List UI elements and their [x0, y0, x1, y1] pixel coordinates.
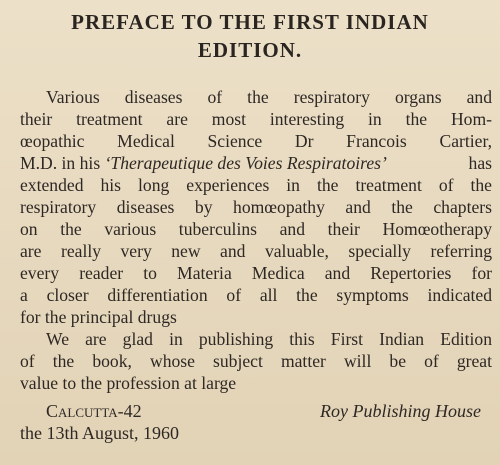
paragraph-1-line: their treatment are most interesting in the Hom- [20, 109, 492, 129]
paragraph-1-line: are really very new and valuable, specially referring [20, 241, 492, 261]
preface-title-line-2: EDITION. [197, 38, 303, 62]
paragraph-1-line: on the various tuberculins and their Homœotherapy [20, 219, 492, 239]
paragraph-2-line: of the book, whose subject matter will be of great [20, 351, 492, 371]
paragraph-1-line: Various diseases of the respiratory organs and [46, 87, 492, 107]
paragraph-2-line: We are glad in publishing this First Indian Edition [46, 329, 492, 349]
paragraph-2-line: value to the profession at large [20, 373, 237, 393]
paragraph-1-line: œopathic Medical Science Dr Francois Cartier, [20, 131, 492, 151]
book-title: ‘Therapeutique des Voies Respiratoires’ [104, 153, 387, 173]
paragraph-1-line [20, 152, 492, 174]
paragraph-1-text: M.D. in his [20, 153, 105, 173]
paragraph-1-line: extended his long experiences in the treatment of the [20, 175, 492, 195]
preface-title-line-1: PREFACE TO THE FIRST INDIAN [71, 10, 429, 34]
paragraph-1-text: has [468, 153, 492, 173]
signoff-publisher: Roy Publishing House [320, 401, 481, 421]
paragraph-1-line: a closer differentiation of all the symptoms indicated [20, 285, 492, 305]
paragraph-1-line: every reader to Materia Medica and Repertories for [20, 263, 492, 283]
paragraph-1-line: for the principal drugs [20, 307, 177, 327]
signoff-place: Calcutta-42 [46, 401, 142, 421]
signoff-date: the 13th August, 1960 [20, 423, 180, 443]
paragraph-1-line: respiratory diseases by homœopathy and the chapters [20, 197, 492, 217]
